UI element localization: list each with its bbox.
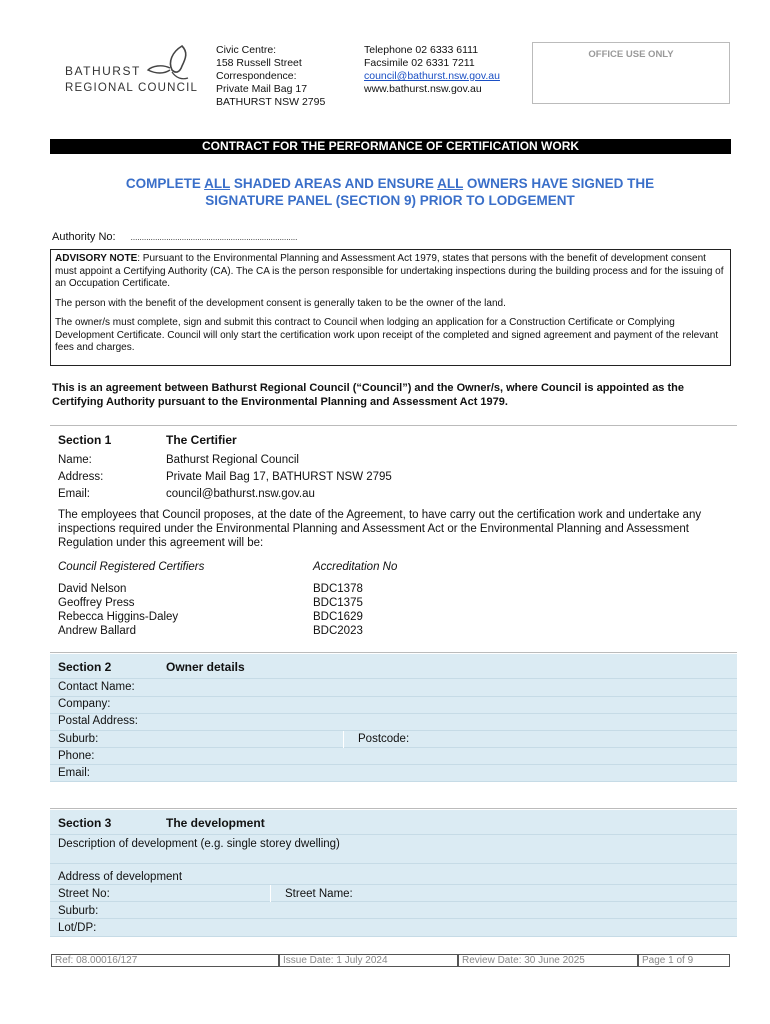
contact-name-label: Contact Name: xyxy=(58,681,135,693)
section3-title: The development xyxy=(166,816,265,830)
section2-title: Owner details xyxy=(166,660,245,674)
section2-number: Section 2 xyxy=(58,660,112,674)
phone-field[interactable] xyxy=(50,748,737,765)
section3-header-shade xyxy=(50,810,737,835)
divider xyxy=(50,425,737,426)
butterfly-icon xyxy=(142,44,192,84)
footer-issue-date: Issue Date: 1 July 2024 xyxy=(279,954,458,967)
certifier-row-no: BDC1629 xyxy=(313,611,363,623)
company-field[interactable] xyxy=(50,697,737,714)
authority-no xyxy=(52,231,297,243)
section2-header-shade xyxy=(50,654,737,679)
council-address xyxy=(216,44,325,109)
divider xyxy=(50,652,737,653)
certifier-email-label: Email: xyxy=(58,488,90,500)
email-label: Email: xyxy=(58,767,90,779)
accreditation-header: Accreditation No xyxy=(313,561,398,573)
certifier-row-name: David Nelson xyxy=(58,583,127,595)
authority-field[interactable]: ........................................................................... xyxy=(130,233,298,242)
certifier-row-no: BDC1375 xyxy=(313,597,363,609)
certifier-row-name: Rebecca Higgins-Daley xyxy=(58,611,179,623)
description-label: Description of development (e.g. single storey dwelling) xyxy=(58,838,340,850)
address-line: 158 Russell Street xyxy=(216,57,302,69)
address-line: Civic Centre: xyxy=(216,44,277,56)
divider xyxy=(50,808,737,809)
postcode-label: Postcode: xyxy=(358,733,410,745)
logo-line-1: BATHURST xyxy=(65,64,141,78)
postal-address-label: Postal Address: xyxy=(58,715,138,727)
dev-suburb-field[interactable] xyxy=(50,902,737,919)
dev-suburb-label: Suburb: xyxy=(58,905,99,917)
contact-name-field[interactable] xyxy=(50,679,737,697)
footer-review-date: Review Date: 30 June 2025 xyxy=(458,954,638,967)
certifiers-header: Council Registered Certifiers xyxy=(58,561,205,573)
advisory-note: ADVISORY NOTE: Pursuant to the Environmental Planning and Assessment Act 1979, states that persons with the benefit of development consent must appoint a Certifying Authority (CA). The CA is the person responsible for undertaking inspections during the building process and for the issuing of an Occupation Certificate. The person with the benefit of the development consent is generally taken to be the owner of the land. The owner/s must complete, sign and submit this contract to Council when lodging an application for a Construction Certificate or Complying Development Certificate. Council will only start the certification work upon receipt of the completed and signed agreement and payment of the relevant fees and charges. xyxy=(50,249,731,366)
email-field[interactable] xyxy=(50,765,737,782)
council-logo xyxy=(62,44,202,100)
certifier-row-name: Geoffrey Press xyxy=(58,597,135,609)
footer-page: Page 1 of 9 xyxy=(638,954,730,967)
instruction-headline: COMPLETE ALL SHADED AREAS AND ENSURE ALL OWNERS HAVE SIGNED THE SIGNATURE PANEL (SECTION 9) PRIOR TO LODGEMENT xyxy=(125,176,655,208)
postal-address-field[interactable] xyxy=(50,714,737,731)
footer-ref: Ref: 08.00016/127 xyxy=(51,954,279,967)
suburb-label: Suburb: xyxy=(58,733,99,745)
authority-label: Authority No: xyxy=(52,231,116,243)
certifier-text: The employees that Council proposes, at the date of the Agreement, to have carry out the certification work and undertake any inspections required under the Environmental Planning and Assessment Act or the Environmental Planning and Assessment Regulation under this agreement will be: xyxy=(58,509,702,549)
contract-banner: CONTRACT FOR THE PERFORMANCE OF CERTIFICATION WORK xyxy=(50,139,731,154)
certifier-row-no: BDC1378 xyxy=(313,583,363,595)
certifier-row-name: Andrew Ballard xyxy=(58,625,136,637)
company-label: Company: xyxy=(58,698,111,710)
address-line: BATHURST NSW 2795 xyxy=(216,96,326,108)
lotdp-label: Lot/DP: xyxy=(58,922,97,934)
council-contact xyxy=(364,44,500,96)
lotdp-field[interactable] xyxy=(50,919,737,937)
certifier-address: Private Mail Bag 17, BATHURST NSW 2795 xyxy=(166,471,392,483)
certifier-address-label: Address: xyxy=(58,471,104,483)
section3-number: Section 3 xyxy=(58,816,112,830)
certifier-name: Bathurst Regional Council xyxy=(166,454,299,466)
agreement-statement: This is an agreement between Bathurst Regional Council (“Council”) and the Owner/s, where Council is appointed as the Certifying Authority pursuant to the Environmental Planning and Assessment Act 1979. xyxy=(52,382,684,408)
dev-address-label: Address of development xyxy=(58,871,183,883)
certifier-email: council@bathurst.nsw.gov.au xyxy=(166,488,315,500)
office-use-box: OFFICE USE ONLY xyxy=(532,42,730,104)
address-line: Correspondence: xyxy=(216,70,297,82)
email-link[interactable]: council@bathurst.nsw.gov.au xyxy=(364,70,500,82)
phone-label: Phone: xyxy=(58,750,95,762)
website: www.bathurst.nsw.gov.au xyxy=(364,83,482,95)
street-no-label: Street No: xyxy=(58,888,110,900)
facsimile: Facsimile 02 6331 7211 xyxy=(364,57,475,69)
logo-line-2: REGIONAL COUNCIL xyxy=(65,82,199,94)
address-line: Private Mail Bag 17 xyxy=(216,83,308,95)
street-name-label: Street Name: xyxy=(285,888,353,900)
section1-title: The Certifier xyxy=(166,433,237,447)
certifier-row-no: BDC2023 xyxy=(313,625,363,637)
section1-number: Section 1 xyxy=(58,433,112,447)
certifier-name-label: Name: xyxy=(58,454,92,466)
telephone: Telephone 02 6333 6111 xyxy=(364,44,479,56)
